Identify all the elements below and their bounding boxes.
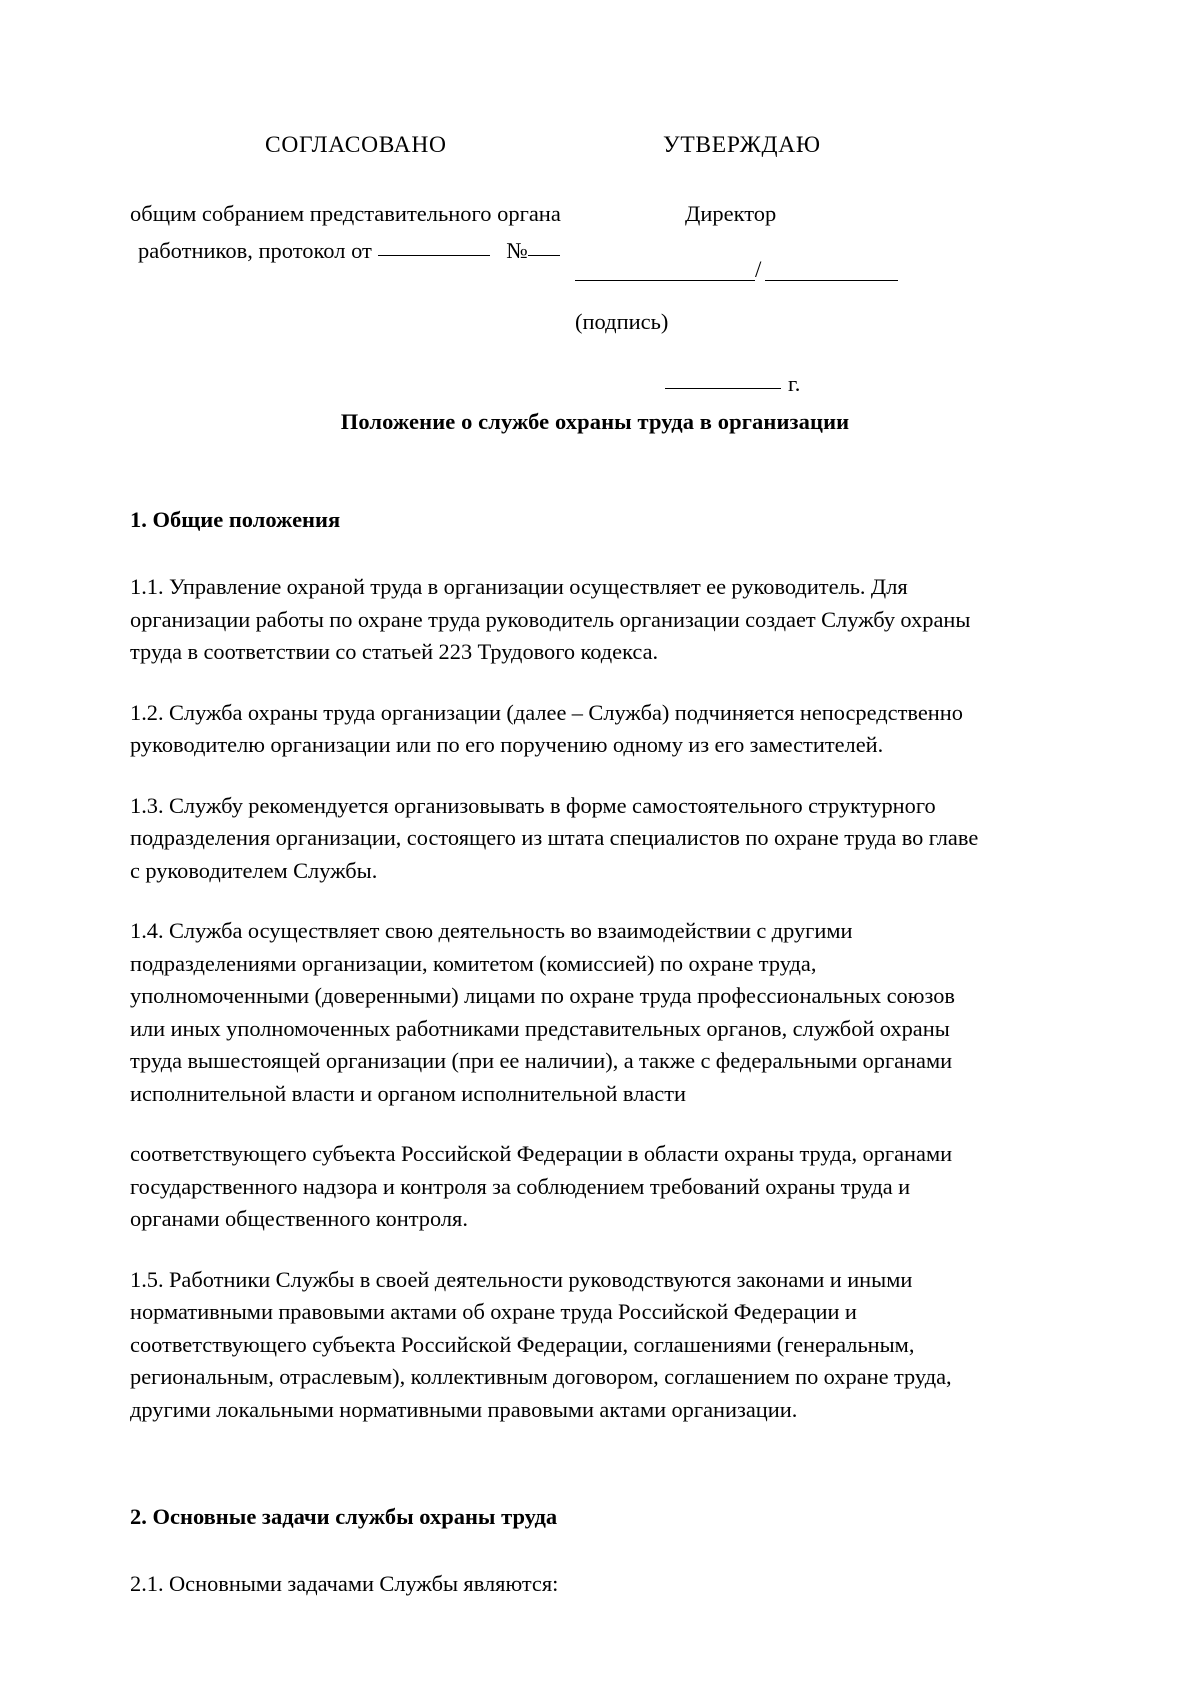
approval-heading-agreed: СОГЛАСОВАНО: [265, 132, 447, 158]
protocol-number-blank[interactable]: [528, 255, 560, 256]
approval-header-block: [0, 132, 1190, 396]
paragraph-1-3: 1.3. Службу рекомендуется организовывать в форме самостоятельного структурного подразделения организации, состоящего из штата специалистов по охране труда во главе с руководителем Службы.: [130, 792, 979, 883]
approval-left-column: [130, 197, 600, 267]
section-heading-2: 2. Основные задачи службы охраны труда: [130, 1504, 558, 1529]
date-blank[interactable]: [665, 388, 781, 389]
signature-caption: (подпись): [575, 309, 669, 334]
director-role-label: Директор: [685, 201, 777, 226]
approval-heading-approved: УТВЕРЖДАЮ: [663, 132, 821, 158]
paragraph-1-1: 1.1. Управление охраной труда в организации осуществляет ее руководитель. Для организации работы по охране труда руководитель организации создает Службу охраны труда в соответствии со статьей 223 Трудового кодекса.: [130, 574, 971, 664]
date-line-row: [665, 367, 800, 400]
signature-line-row: [575, 259, 915, 285]
paragraph-1-2: 1.2. Служба охраны труда организации (далее – Служба) подчиняется непосредственно руководителю организации или по его поручению одному из его заместителей.: [130, 699, 963, 757]
signature-separator-slash: /: [755, 257, 762, 282]
protocol-number-label: №: [506, 238, 528, 263]
approval-headings-row: [0, 132, 1190, 172]
signature-blank-right[interactable]: [765, 280, 898, 281]
paragraph-2-1: 2.1. Основными задачами Службы являются:: [130, 1571, 559, 1596]
paragraph-1-5: 1.5. Работники Службы в своей деятельности руководствуются законами и иными нормативными правовыми актами об охране труда Российской Федерации и соответствующего субъекта Российской Федерации, соглашениями (генеральным, региональным, отраслевым), коллективным договором, соглашением по охране труда, другими локальными нормативными правовыми актами организации.: [130, 1266, 952, 1422]
approval-body-line-2: [130, 234, 600, 267]
approval-body-line-1: общим собранием представительного органа: [130, 201, 561, 226]
document-body: [130, 505, 988, 1601]
paragraph-1-4: 1.4. Служба осуществляет свою деятельность во взаимодействии с другими подразделениями организации, комитетом (комиссией) по охране труда, уполномоченными (доверенными) лицами по охране труда профессиональных союзов или иных уполномоченных работниками представительных органов, службой охраны труда вышестоящей организации (при ее наличии), а также с федеральными органами исполнительной власти и органом исполнительной власти: [130, 918, 955, 1106]
paragraph-1-4-continued: соответствующего субъекта Российской Федерации в области охраны труда, органами государственного надзора и контроля за соблюдением требований охраны труда и органами общественного контроля.: [130, 1141, 953, 1231]
protocol-date-blank[interactable]: [378, 255, 490, 256]
protocol-label: работников, протокол от: [138, 238, 372, 263]
date-year-suffix: г.: [788, 371, 801, 396]
page-title: Положение о службе охраны труда в организации: [340, 409, 850, 434]
signature-blank-left[interactable]: [575, 280, 755, 281]
section-heading-1: 1. Общие положения: [130, 507, 341, 532]
